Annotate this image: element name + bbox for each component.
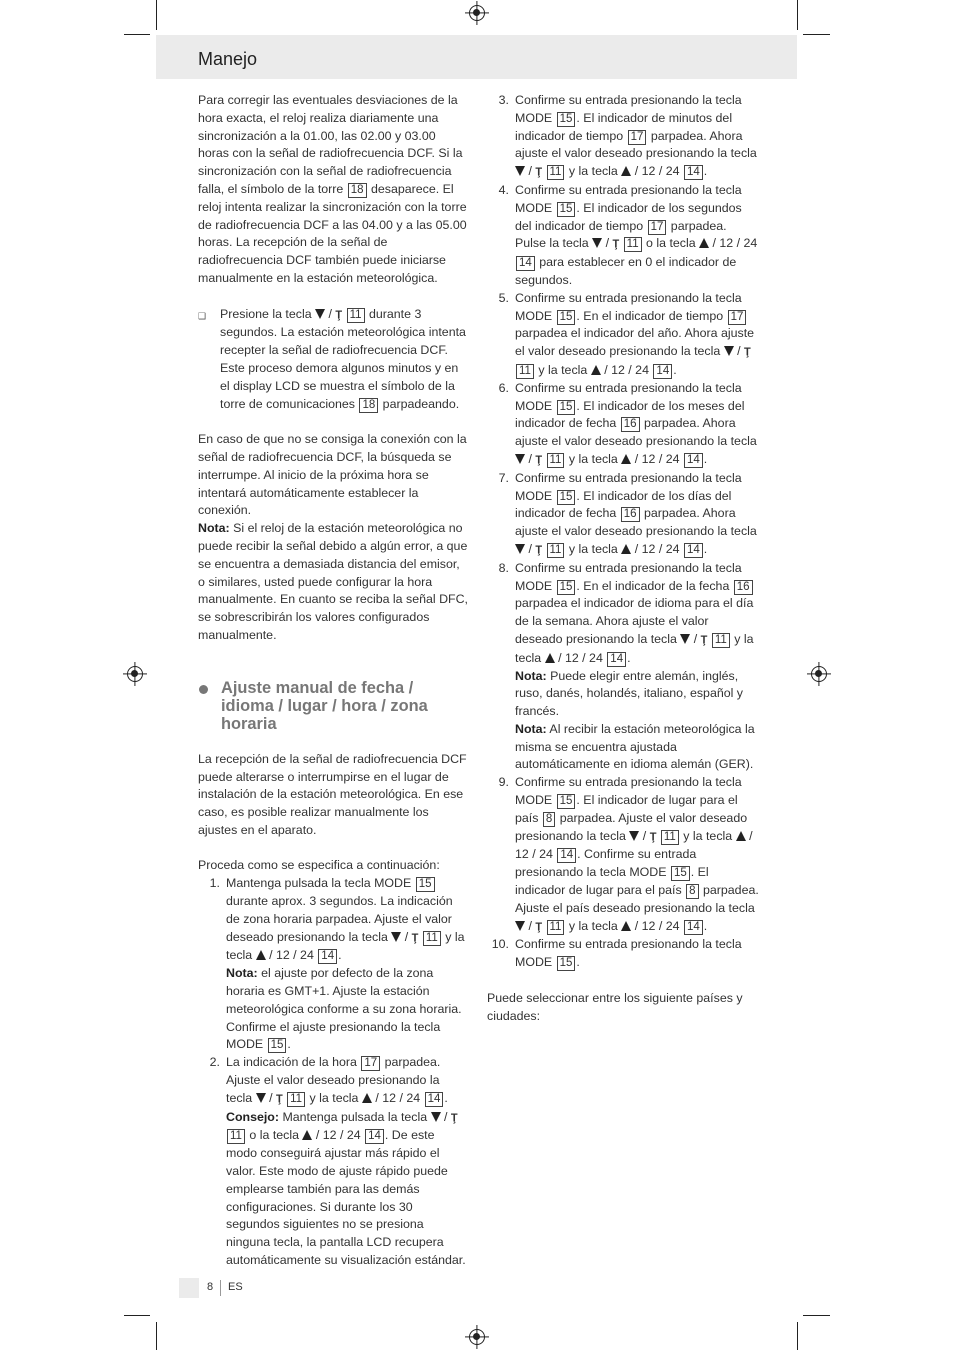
ref-box: 11 [624,237,642,252]
triangle-up-icon [699,238,709,248]
intro-paragraph: Para corregir las eventuales desviaciones de la hora exacta, el reloj realiza diariamente una sincronización a la 01.00, las 02.00 y 03.00 horas con la señal de radiofrecuencia DCF. Si la sincronización con la señal de radiofrecuencia falla, el símbolo de la torre 18 desaparece. El reloj intenta realizar la sincronización con la torre de radiofrecuencia DCF a las 04.00 y a las 05.00 horas. La recepción de la señal de radiofrecuencia DCF también puede iniciarse manualmente en la estación meteorológica. [198,93,467,285]
triangle-down-icon [724,346,734,356]
triangle-down-icon [515,921,525,931]
note-paragraph: Nota: Si el reloj de la estación meteorológica no puede recibir la señal debido a algún error, a que se encuentra a demasiada distancia del emisor, o similares, usted puede configurar la hora manualmente. En cuanto se reciba la señal DFC, se sobrescribirán los valores configurados manualmente. [198,521,468,642]
ref-box: 11 [547,165,565,180]
crop-mark [124,34,150,35]
ref-box: 14 [607,652,626,667]
antenna-icon: Ţ [450,1111,458,1124]
ref-box: 14 [318,949,337,964]
antenna-icon: Ţ [612,238,620,251]
footer-divider [220,1280,221,1296]
ref-box: 11 [661,830,679,845]
triangle-down-icon [431,1112,441,1122]
list-item: 6. Confirme su entrada presionando la tecla MODE 15 . El indicador de los meses del indicador de fecha 16 parpadea. Ahora ajuste el valor deseado presionando la tecla / Ţ 11 y la tecla / 12 / 24 14 . [487,380,759,470]
ref-box: 14 [684,543,703,558]
triangle-up-icon [302,1130,312,1140]
ref-box: 11 [547,453,565,468]
antenna-icon: Ţ [535,543,543,556]
crop-mark [124,1315,150,1316]
ref-box: 17 [648,220,667,235]
crop-mark [803,34,830,35]
triangle-down-icon [592,238,602,248]
triangle-up-icon [362,1093,372,1103]
steps-list [487,92,759,972]
triangle-down-icon [515,166,525,176]
page-number: 8 [207,1281,214,1293]
triangle-up-icon [545,653,555,663]
triangle-up-icon [256,950,266,960]
crop-mark [156,0,157,30]
ref-box: 11 [347,308,365,323]
registration-mark-icon [469,1329,485,1345]
crop-mark [156,1322,157,1350]
ref-box: 18 [348,183,367,198]
ref-box: 16 [621,507,640,522]
section-header-bar [156,35,797,79]
ref-box: 15 [557,956,576,971]
ref-box: 17 [628,130,647,145]
left-column [198,92,468,1270]
page-title: Manejo [198,49,258,69]
triangle-down-icon [315,309,325,319]
ref-box: 15 [557,112,576,127]
list-item: 9. Confirme su entrada presionando la tecla MODE 15 . El indicador de lugar para el país 8 parpadea. Ajuste el valor deseado presionando la tecla / Ţ 11 y la tecla / 12 / 24 14 . Confirme su entrada presionando la tecla MODE 15 . El indicador de lugar para el país 8 parpadea. Ajuste el país deseado presionando la tecla / Ţ 11 y la tecla / 12 / 24 14 . [487,774,759,936]
square-bullet-icon: ❑ [198,310,207,321]
antenna-icon: Ţ [535,920,543,933]
triangle-down-icon [515,454,525,464]
list-item: 8. Confirme su entrada presionando la tecla MODE 15 . En el indicador de la fecha 16 parpadea el indicador de idioma para el día de la semana. Ahora ajuste el valor deseado presionando la tecla / Ţ 11 y la tecla / 12 / 24 14 . Nota: Puede elegir entre alemán, inglés, ruso, danés, holandés, italiano, español y francés. Nota: Al recibir la estación meteorológica la misma se encuentra ajustada automáticamente en idioma alemán (GER). [498,560,755,772]
ref-box: 14 [557,848,576,863]
ref-box: 14 [684,453,703,468]
ref-box: 15 [416,877,435,892]
list-item: 1. Mantenga pulsada la tecla MODE 15 durante aprox. 3 segundos. La indicación de zona horaria parpadea. Ajuste el valor deseado presionando la tecla / Ţ 11 y la tecla / 12 / 24 14 . Nota: el ajuste por defecto de la zona horaria es GMT+1. Ajuste la estación meteorológica conforme a su zona horaria. Confirme el ajuste presionando la tecla MODE 15 . [209,876,465,1052]
antenna-icon: Ţ [744,346,751,359]
triangle-down-icon [629,831,639,841]
ref-box: 14 [684,920,703,935]
ref-box: 14 [653,364,672,379]
ref-box: 11 [287,1092,305,1107]
ref-box: 11 [547,920,565,935]
registration-mark-icon [469,5,485,21]
paragraph: La recepción de la señal de radiofrecuencia DCF puede alterarse o interrumpirse en el lugar de instalación de la estación meteorológica. En ese caso, es posible realizar manualmente los ajustes en el aparato. [198,751,467,837]
footer-tab [179,1278,199,1298]
steps-list [198,875,468,1270]
ref-box: 14 [425,1092,444,1107]
list-item: 4. Confirme su entrada presionando la tecla MODE 15 . El indicador de los segundos del indicador de tiempo 17 parpadea. Pulse la tecla / Ţ 11 o la tecla / 12 / 24 14 para establecer en 0 el indicador de segundos. [498,182,758,287]
ref-box: 14 [516,256,535,271]
ref-box: 15 [557,400,576,415]
ref-box: 15 [671,866,690,881]
ref-box: 11 [423,931,441,946]
antenna-icon: Ţ [700,633,708,646]
antenna-icon: Ţ [535,453,543,466]
ref-box: 8 [543,812,555,827]
ref-box: 8 [686,884,698,899]
crop-mark [797,0,798,30]
ref-box: 15 [557,310,576,325]
crop-mark [803,1315,830,1316]
list-item: 7. Confirme su entrada presionando la tecla MODE 15 . El indicador de los días del indicador de fecha 16 parpadea. Ahora ajuste el valor deseado presionando la tecla / Ţ 11 y la tecla / 12 / 24 14 . [487,470,759,560]
ref-box: 16 [621,417,640,432]
crop-mark [797,1322,798,1350]
ref-box: 18 [359,398,378,413]
ref-box: 16 [734,580,753,595]
list-item: ❑ Presione la tecla / Ţ 11 durante 3 segundos. La estación meteorológica intenta recepter la señal de radiofrecuencia DCF. Este proceso demora algunos minutos y en el display LCD se muestra el símbolo de la torre de comunicaciones 18 parpadeando. [198,306,468,414]
language-code: ES [228,1281,243,1293]
paragraph: Proceda como se especifica a continuación: [198,858,440,873]
triangle-up-icon [736,831,746,841]
ref-box: 14 [684,165,703,180]
ref-box: 15 [557,794,576,809]
triangle-down-icon [256,1093,266,1103]
registration-mark-icon [127,666,143,682]
triangle-up-icon [621,921,631,931]
paragraph: En caso de que no se consiga la conexión con la señal de radiofrecuencia DCF, la búsqueda se interrumpe. Al inicio de la próxima hora se intentará automáticamente establecer la conexión. [198,432,467,518]
section-heading [198,679,468,733]
ref-box: 17 [361,1056,380,1071]
ref-box: 15 [268,1038,287,1053]
antenna-icon: Ţ [649,830,657,843]
triangle-up-icon [591,365,601,375]
paragraph: Puede seleccionar entre los siguiente países y ciudades: [487,990,743,1023]
ref-box: 15 [557,580,576,595]
triangle-down-icon [391,932,401,942]
ref-box: 17 [728,310,747,325]
triangle-up-icon [621,166,631,176]
ref-box: 11 [227,1129,245,1144]
triangle-down-icon [680,634,690,644]
list-item: 2. La indicación de la hora 17 parpadea. Ajuste el valor deseado presionando la tecla / Ţ 11 y la tecla / 12 / 24 14 . Consejo: Mantenga pulsada la tecla / Ţ 11 o la tecla / 12 / 24 14 . De este modo conseguirá ajustar más rápido el valor. Este modo de ajuste rápido puede emplearse también para las demás configuraciones. Si durante los 30 segundos siguientes no se presiona ninguna tecla, la pantalla LCD recupera automáticamente su visualización estándar. [209,1055,466,1268]
list-item: 5. Confirme su entrada presionando la tecla MODE 15 . En el indicador de tiempo 17 parpadea el indicador del año. Ahora ajuste el valor deseado presionando la tecla / Ţ 11 y la tecla / 12 / 24 14 . [498,290,755,377]
ref-box: 15 [557,490,576,505]
list-item: 10. Confirme su entrada presionando la tecla MODE 15 . [491,937,742,970]
round-bullet-icon [199,685,208,694]
ref-box: 11 [712,633,730,648]
ref-box: 11 [547,543,565,558]
list-item: 3. Confirme su entrada presionando la tecla MODE 15 . El indicador de minutos del indicador de tiempo 17 parpadea. Ahora ajuste el valor deseado presionando la tecla / Ţ 11 y la tecla / 12 / 24 14 . [487,92,759,182]
triangle-up-icon [621,544,631,554]
registration-mark-icon [811,666,827,682]
right-column [487,92,759,1025]
ref-box: 15 [557,202,576,217]
ref-box: 11 [516,364,534,379]
triangle-up-icon [621,454,631,464]
antenna-icon: Ţ [335,308,343,321]
triangle-down-icon [515,544,525,554]
antenna-icon: Ţ [411,931,419,944]
ref-box: 14 [365,1129,384,1144]
antenna-icon: Ţ [275,1092,283,1105]
antenna-icon: Ţ [535,166,543,179]
section-title: Ajuste manual de fecha / idioma / lugar / hora / zona horaria [221,678,428,733]
